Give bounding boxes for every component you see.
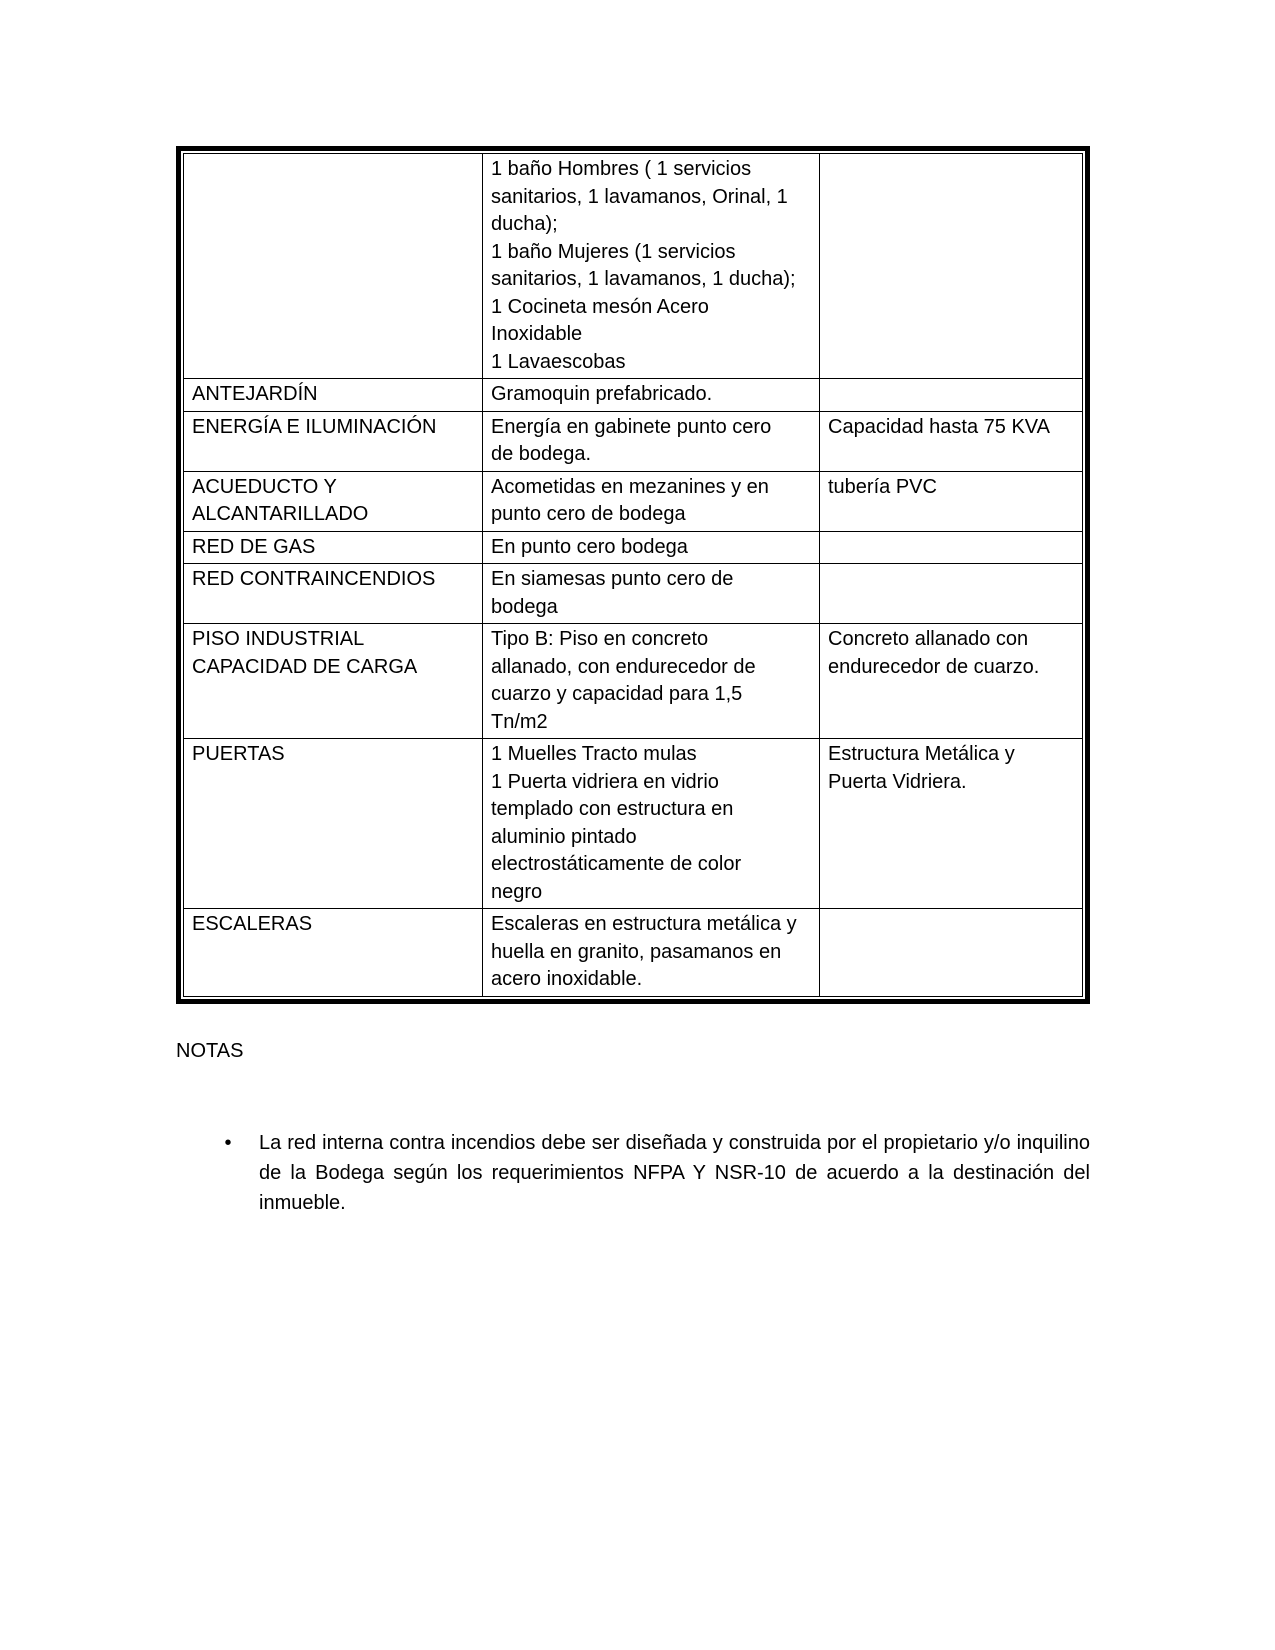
cell-text-line: PISO INDUSTRIAL xyxy=(192,628,365,650)
row-notes-cell xyxy=(820,739,1083,909)
cell-text-line: 1 baño Mujeres (1 servicios xyxy=(491,240,736,263)
bullet-icon: • xyxy=(224,1132,232,1154)
row-description-cell xyxy=(483,739,820,909)
row-notes-cell xyxy=(820,909,1083,997)
cell-text-line: En punto cero bodega xyxy=(491,535,688,558)
cell-text-line: Puerta Vidriera. xyxy=(828,770,967,793)
cell-text-line: Escaleras en estructura metálica y xyxy=(491,913,797,935)
row-description-cell xyxy=(483,411,820,471)
row-description-cell xyxy=(483,909,820,997)
table-row xyxy=(184,411,1083,471)
cell-text-line: cuarzo y capacidad para 1,5 xyxy=(491,683,743,705)
specifications-table xyxy=(183,153,1083,997)
row-label-cell xyxy=(184,154,483,379)
cell-text-line: ALCANTARILLADO xyxy=(192,503,369,525)
cell-text-line: Estructura Metálica y xyxy=(828,743,1015,765)
note-text: La red interna contra incendios debe ser diseñada y construida por el propietario y/o inquilino de la Bodega según los requerimientos NFPA Y NSR-10 de acuerdo a la destinación del inmueble. xyxy=(259,1132,1090,1214)
specifications-table-body xyxy=(184,154,1083,997)
cell-text-line: Inoxidable xyxy=(491,323,583,345)
cell-text-line: sanitarios, 1 lavamanos, Orinal, 1 xyxy=(491,185,788,208)
cell-text-line: acero inoxidable. xyxy=(491,968,643,990)
cell-text-line: Tn/m2 xyxy=(491,710,548,733)
cell-text-line: ENERGÍA E ILUMINACIÓN xyxy=(192,415,437,438)
cell-text-line: negro xyxy=(491,880,543,903)
cell-text-line: Capacidad hasta 75 KVA xyxy=(828,415,1051,438)
row-description-cell xyxy=(483,564,820,624)
row-description-cell xyxy=(483,471,820,531)
table-row xyxy=(184,379,1083,412)
cell-text-line: Gramoquin prefabricado. xyxy=(491,383,713,405)
row-notes-cell xyxy=(820,564,1083,624)
row-description-cell xyxy=(483,531,820,564)
row-description-cell xyxy=(483,624,820,739)
table-row xyxy=(184,471,1083,531)
cell-text-line: Energía en gabinete punto cero xyxy=(491,415,772,438)
cell-text-line: sanitarios, 1 lavamanos, 1 ducha); xyxy=(491,268,796,290)
row-description-cell xyxy=(483,154,820,379)
row-label-cell xyxy=(184,379,483,412)
table-row xyxy=(184,739,1083,909)
cell-text-line: 1 Muelles Tracto mulas xyxy=(491,743,697,765)
cell-text-line: huella en granito, pasamanos en xyxy=(491,940,782,963)
row-notes-cell xyxy=(820,411,1083,471)
cell-text-line: Acometidas en mezanines y en xyxy=(491,475,769,498)
row-notes-cell xyxy=(820,154,1083,379)
row-notes-cell xyxy=(820,379,1083,412)
row-label-cell xyxy=(184,411,483,471)
cell-text-line: bodega xyxy=(491,595,558,618)
table-row xyxy=(184,154,1083,379)
cell-text-line: ducha); xyxy=(491,213,558,235)
cell-text-line: ANTEJARDÍN xyxy=(192,383,318,405)
cell-text-line: de bodega. xyxy=(491,443,592,465)
row-description-cell xyxy=(483,379,820,412)
cell-text-line: aluminio pintado xyxy=(491,825,637,848)
table-row xyxy=(184,624,1083,739)
cell-text-line: punto cero de bodega xyxy=(491,503,686,525)
cell-text-line: PUERTAS xyxy=(192,743,285,765)
row-notes-cell xyxy=(820,531,1083,564)
row-label-cell xyxy=(184,564,483,624)
cell-text-line: 1 Lavaescobas xyxy=(491,350,626,373)
notes-heading: NOTAS xyxy=(176,1040,244,1062)
row-notes-cell xyxy=(820,624,1083,739)
cell-text-line: 1 Cocineta mesón Acero xyxy=(491,295,709,318)
note-list-item xyxy=(220,1128,1090,1218)
cell-text-line: electrostáticamente de color xyxy=(491,853,742,875)
row-label-cell xyxy=(184,909,483,997)
cell-text-line: ACUEDUCTO Y xyxy=(192,475,337,498)
row-notes-cell xyxy=(820,471,1083,531)
cell-text-line: allanado, con endurecedor de xyxy=(491,655,756,678)
row-label-cell xyxy=(184,739,483,909)
table-row xyxy=(184,531,1083,564)
table-row xyxy=(184,564,1083,624)
row-label-cell xyxy=(184,531,483,564)
cell-text-line: ESCALERAS xyxy=(192,913,313,935)
cell-text-line: Concreto allanado con xyxy=(828,628,1029,650)
cell-text-line: tubería PVC xyxy=(828,475,937,498)
cell-text-line: templado con estructura en xyxy=(491,798,734,820)
row-label-cell xyxy=(184,624,483,739)
cell-text-line: RED DE GAS xyxy=(192,535,316,558)
table-row xyxy=(184,909,1083,997)
cell-text-line: 1 baño Hombres ( 1 servicios xyxy=(491,158,752,180)
cell-text-line: Tipo B: Piso en concreto xyxy=(491,628,709,650)
cell-text-line: RED CONTRAINCENDIOS xyxy=(192,568,436,590)
row-label-cell xyxy=(184,471,483,531)
cell-text-line: 1 Puerta vidriera en vidrio xyxy=(491,770,719,793)
cell-text-line: En siamesas punto cero de xyxy=(491,568,734,590)
specifications-table-frame xyxy=(176,146,1090,1004)
cell-text-line: endurecedor de cuarzo. xyxy=(828,655,1040,678)
cell-text-line: CAPACIDAD DE CARGA xyxy=(192,655,418,678)
